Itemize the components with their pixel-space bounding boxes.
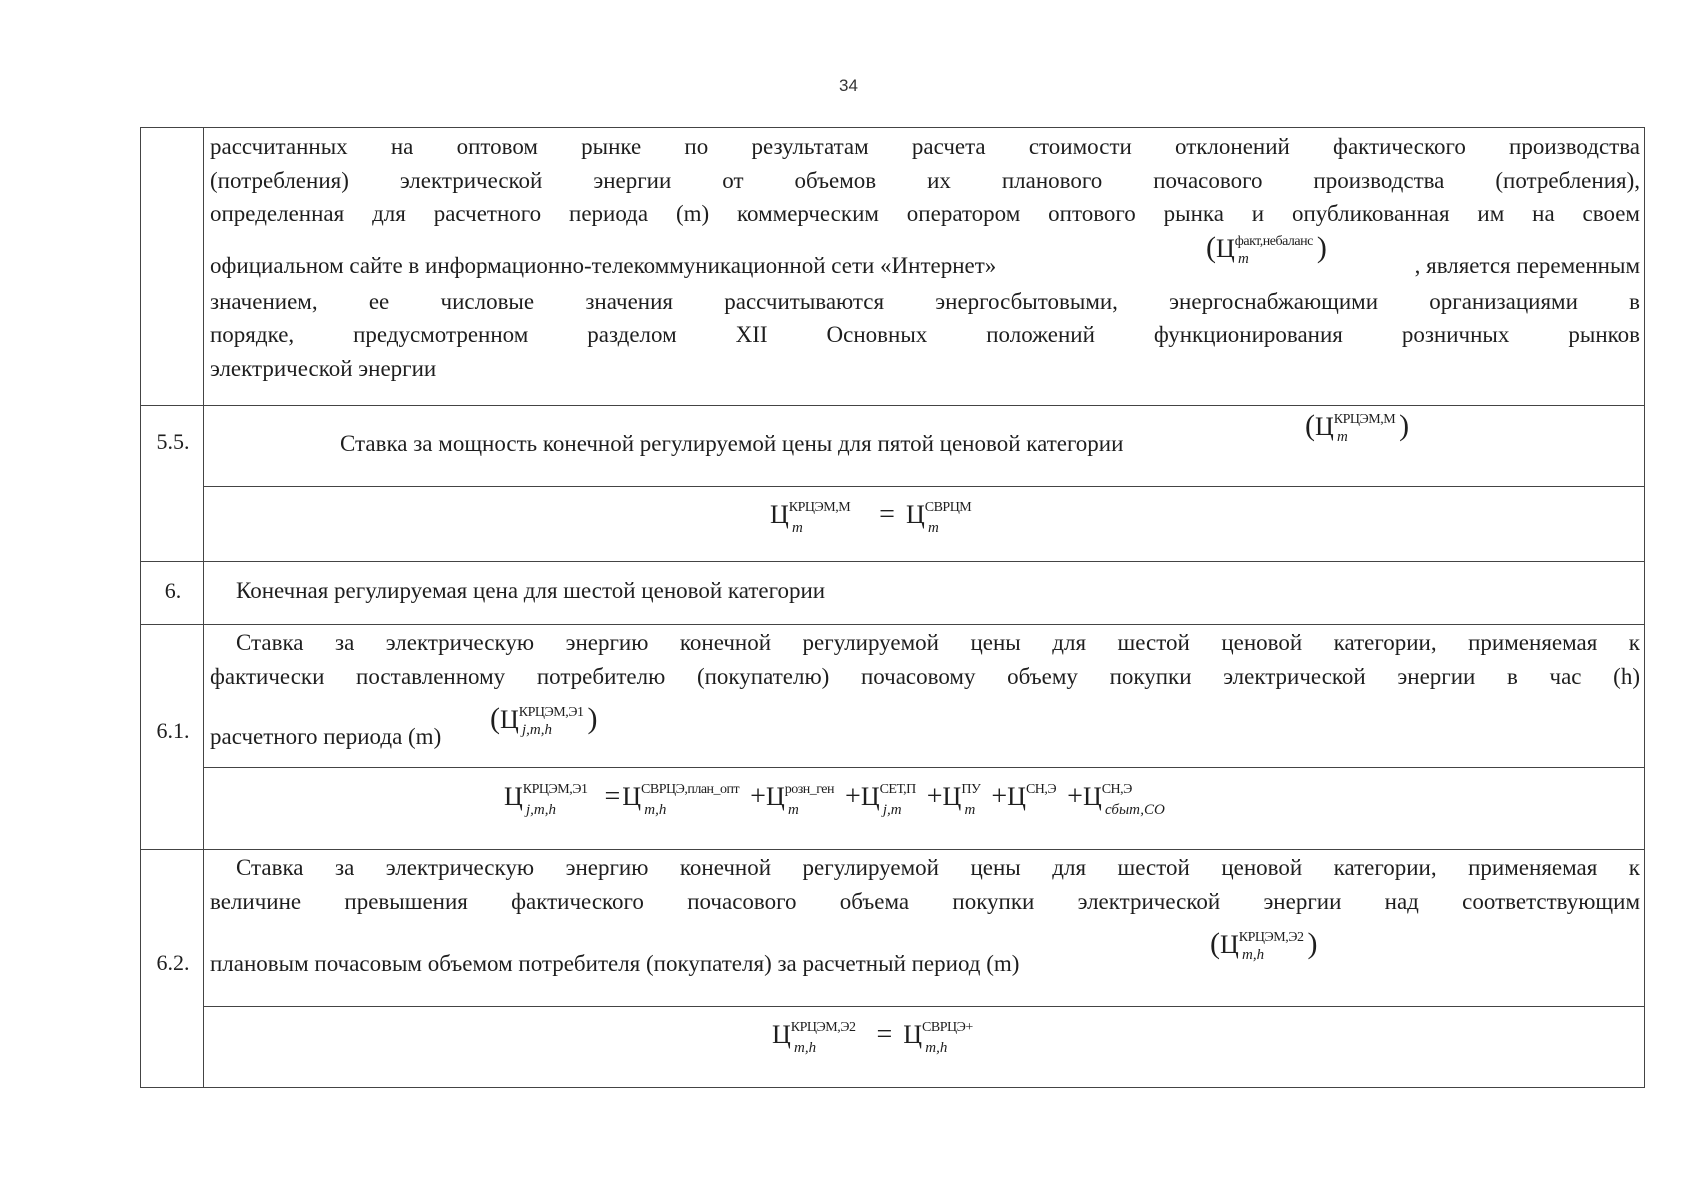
formula-5-5: $Ц^{КРЦЭМ,М}$ m = $Ц^{СВРЦМ}$ m [770,499,972,536]
text-line: значением, ее числовые значения рассчитываются энергосбытовыми, энергоснабжающими организациями в [210,288,1640,314]
row-number: 6.1. [156,718,190,743]
row-5-5-title: Ставка за мощность конечной регулируемой цены для пятой ценовой категории ($Ц^{КРЦЭМ,М}$ m ) [340,409,1410,456]
text-line: величине превышения фактического почасового объема покупки электрической энергии над соответствующим [210,888,1640,914]
price-symbol-krcem-e2: ($Ц^{КРЦЭМ,Э2}$ m,h ) [1210,926,1318,963]
row-6-1-text [210,626,1640,757]
text-line: фактически поставленному потребителю (покупателю) почасовому объему покупки электрической энергии в час (h) [210,663,1640,689]
text-line-with-symbol: плановым почасовым объемом потребителя (покупателя) за расчетный период (m) ($Ц^{КРЦЭМ,Э2}$ m,h ) [210,926,1318,976]
text-line: (потребления) электрической энергии от объемов их планового почасового производства (потребления), [210,167,1640,193]
price-symbol-krcem-m: ($Ц^{КРЦЭМ,М}$ m ) [1305,409,1410,445]
continuation-text [210,130,1640,385]
text-line: Ставка за электрическую энергию конечной регулируемой цены для шестой ценовой категории, применяемая к [236,630,1640,655]
text-line: рассчитанных на оптовом рынке по результатам расчета стоимости отклонений фактического производства [210,134,1640,159]
formula-6-1: $Ц^{КРЦЭМ,Э1}$ j,m,h $=Ц^{СВРЦЭ,план\_опт}$ m,h $+Ц^{розн\_ген}$ m $+Ц^{СЕТ,П}$ j,m $+Ц^{ПУ}$ m $+Ц^{СН,Э} +Ц^{СН,Э}$ сбыт,СО [504,781,1165,818]
price-symbol-krcem-e1: ($Ц^{КРЦЭМ,Э1}$ j,m,h ) [490,701,598,738]
text-fragment: , является переменным [1414,253,1640,278]
regulation-table [140,127,1645,1088]
text-fragment: официальном сайте в информационно-телекоммуникационной сети «Интернет» [210,253,997,278]
text-line-with-symbol: расчетного периода (m) ($Ц^{КРЦЭМ,Э1}$ j,m,h ) [210,701,598,749]
text-line: Ставка за электрическую энергию конечной регулируемой цены для шестой ценовой категории, применяемая к [236,855,1640,880]
text-line: электрической энергии [210,355,437,381]
price-symbol-factnebalans: ($Ц^{факт,небаланс}$ m ) [1206,231,1327,267]
row-number: 5.5. [156,429,190,454]
page-number: 34 [839,76,858,95]
text-line: порядке, предусмотренном разделом XII Основных положений функционирования розничных рынков [210,322,1640,347]
row-number: 6.2. [156,950,190,975]
row-number: 6. [164,578,182,603]
text-line: определенная для расчетного периода (m) коммерческим оператором оптового рынка и опубликованная им на своем [210,201,1640,226]
text-line-with-symbol [210,231,1640,285]
formula-6-2: $Ц^{КРЦЭМ,Э2}$ m,h = $Ц^{СВРЦЭ+}$ m,h [772,1019,973,1056]
row-6-title: Конечная регулируемая цена для шестой ценовой категории [236,578,826,603]
row-6-2-text [210,851,1640,988]
